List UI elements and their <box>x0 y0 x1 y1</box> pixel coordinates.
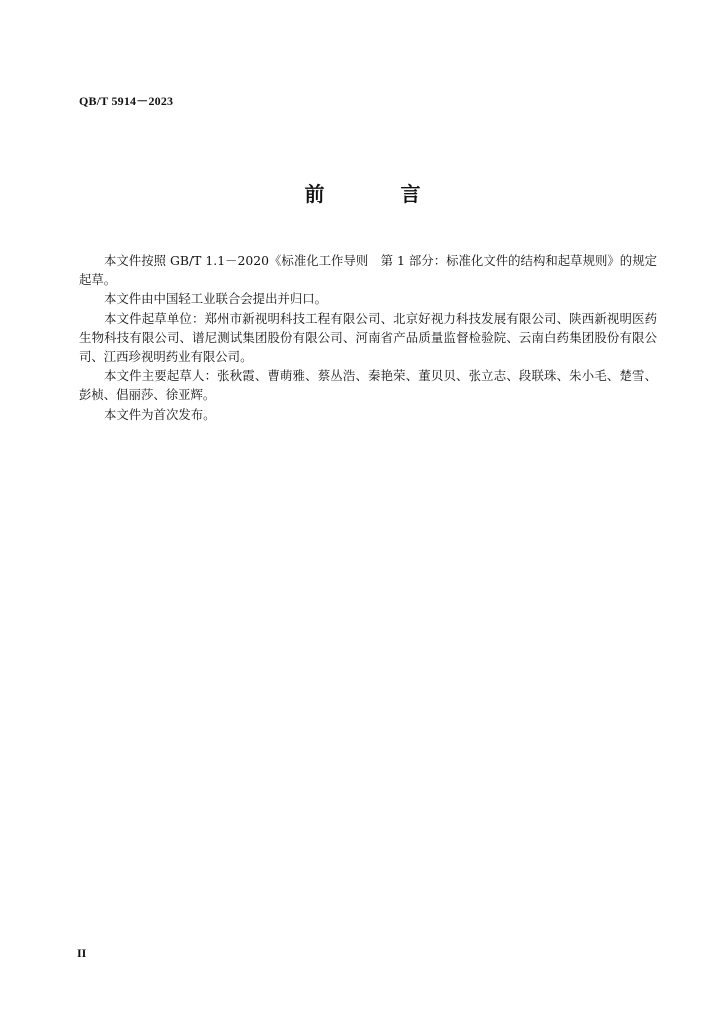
standard-code: QB/T 5914－2023 <box>79 94 174 108</box>
paragraph-first-release: 本文件为首次发布。 <box>104 406 216 422</box>
paragraph-drafting-units: 本文件起草单位：郑州市新视明科技工程有限公司、北京好视力科技发展有限公司、陕西新视明医药生物科技有限公司、谱尼测试集团股份有限公司、河南省产品质量监督检验院、云南白药集团股份有限公司、江西珍视明药业有限公司。 <box>79 310 657 365</box>
paragraph-proposer: 本文件由中国轻工业联合会提出并归口。 <box>104 291 328 307</box>
paragraph-drafting-rules: 本文件按照 GB/T 1.1－2020《标准化工作导则 第 1 部分：标准化文件的结构和起草规则》的规定起草。 <box>79 253 657 288</box>
page-number: II <box>77 946 87 960</box>
paragraph-main-drafters: 本文件主要起草人：张秋霞、曹萌雅、蔡丛浩、秦艳荣、董贝贝、张立志、段联珠、朱小毛、楚雪、彭桢、倡丽莎、徐亚辉。 <box>79 368 657 403</box>
foreword-body <box>79 251 657 424</box>
page-title: 前 言 <box>304 182 449 206</box>
